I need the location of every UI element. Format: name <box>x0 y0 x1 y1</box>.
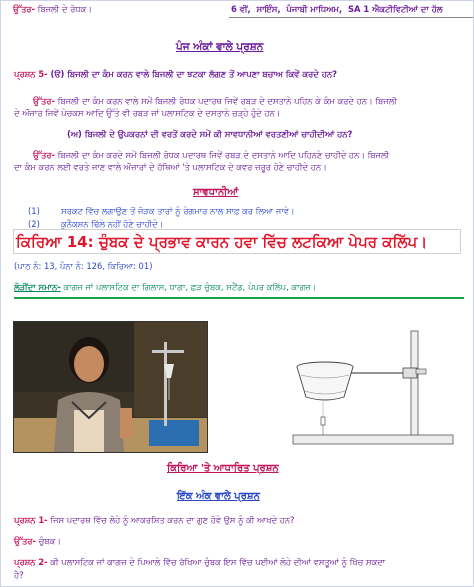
question-5-part-b: (ਅ) ਬਿਜਲੀ ਦੇ ਉਪਕਰਨਾਂ ਦੀ ਵਰਤੋਂ ਕਰਦੇ ਸਮੇਂ ਕੀ ਸਾਵਧਾਨੀਆਂ ਵਰਤਣੀਆਂ ਚਾਹੀਦੀਆਂ ਹਨ? <box>67 129 353 139</box>
precaution-number: (2) <box>28 219 40 229</box>
answer-label: ਉੱਤਰ- <box>33 150 55 160</box>
student-photo <box>13 321 208 453</box>
q5-answer-line2: ਦੇ ਔਜ਼ਾਰ ਜਿਵੇਂ ਪੇਚਕਸ ਆਦਿ ਉੱਤੇ ਵੀ ਰਬੜ ਜਾਂ ਪਲਾਸਟਿਕ ਦੇ ਦਸਤਾਨੇ ਚੜ੍ਹੇ ਹੁੰਦੇ ਹਨ। <box>14 108 281 118</box>
header-medium: ਪੰਜਾਬੀ ਮਾਧਿਅਮ, <box>286 4 343 14</box>
activity-title: ਕਿਰਿਆ 14: ਚੁੰਬਕ ਦੇ ਪ੍ਰਭਾਵ ਕਾਰਨ ਹਵਾ ਵਿੱਚ ਲਟਕਿਆ ਪੇਪਰ ਕਲਿੱਪ। <box>13 229 461 254</box>
activity-questions-heading: ਕਿਰਿਆ 'ਤੇ ਆਧਾਰਿਤ ਪ੍ਰਸ਼ਨ <box>167 463 279 474</box>
question-1 <box>14 515 294 526</box>
header-rule <box>229 17 473 18</box>
q1-answer <box>14 536 61 547</box>
q5b-answer-line1 <box>33 150 389 161</box>
question-2-cont: ਹੈ? <box>14 570 24 580</box>
header-class: 6 ਵੀਂ <box>231 4 248 14</box>
one-mark-heading: ਇੱਕ ਅੰਕ ਵਾਲੇ ਪ੍ਰਸ਼ਨ <box>177 491 260 502</box>
answer-label: ਉੱਤਰ- <box>33 96 55 106</box>
question-text: (ੳ) ਬਿਜਲੀ ਦਾ ਕੰਮ ਕਰਨ ਵਾਲੇ ਬਿਜਲੀ ਦਾ ਝਟਕਾ ਲੱਗਣ ਤੋਂ ਆਪਣਾ ਬਚਾਅ ਕਿਵੇਂ ਕਰਦੇ ਹਨ? <box>47 69 337 79</box>
answer-text: ਚੁੰਬਕ। <box>35 536 61 546</box>
page-header <box>231 4 442 15</box>
q5b-answer-line2: ਦਾ ਕੰਮ ਕਰਨ ਲਈ ਵਰਤੇ ਜਾਣ ਵਾਲੇ ਔਜ਼ਾਰਾਂ ਦੇ ਹੱਥਿਆਂ 'ਤੇ ਪਲਾਸਟਿਕ ਦੇ ਕਵਰ ਜ਼ਰੂਰ ਹੋਣੇ ਚਾਹੀਦੇ ਹਨ। <box>14 162 327 172</box>
materials-text: ਕਾਗਜ਼ ਜਾਂ ਪਲਾਸਟਿਕ ਦਾ ਗਿਲਾਸ, ਧਾਗਾ, ਛੜ ਚੁੰਬਕ, ਸਟੈਂਡ, ਪੇਪਰ ਕਲਿੱਪ, ਕਾਗਜ਼। <box>60 282 317 292</box>
header-sep: , <box>247 4 251 14</box>
precautions-heading: ਸਾਵਧਾਨੀਆਂ <box>193 187 239 198</box>
apparatus-drawing <box>283 325 465 453</box>
answer-text: ਬਿਜਲੀ ਦਾ ਕੰਮ ਕਰਦੇ ਸਮੇਂ ਬਿਜਲੀ ਰੋਧਕ ਪਦਾਰਥ ਜਿਵੇਂ ਰਬੜ ਦੇ ਦਸਤਾਨੇ ਆਦਿ ਪਹਿਨਣੇ ਚਾਹੀਦੇ ਹਨ। ਬਿਜਲੀ <box>54 150 390 160</box>
q5-answer-line1 <box>33 96 397 107</box>
question-label: ਪ੍ਰਸ਼ਨ 1- <box>14 515 48 525</box>
student-photo-illustration <box>14 322 207 452</box>
previous-answer <box>13 4 92 15</box>
header-subject: ਸਾਇੰਸ, <box>256 4 281 14</box>
materials-line <box>14 282 316 293</box>
answer-text: ਬਿਜਲੀ ਦੇ ਰੋਧਕ। <box>34 4 92 14</box>
answer-text: ਬਿਜਲੀ ਦਾ ਕੰਮ ਕਰਨ ਵਾਲੇ ਸਮੇਂ ਬਿਜਲੀ ਰੋਧਕ ਪਦਾਰਥ ਜਿਵੇਂ ਰਬੜ ਦੇ ਦਸਤਾਨੇ ਪਹਿਨ ਕੇ ਕੰਮ ਕਰਦੇ ਹਨ। ਬਿਜਲੀ <box>54 96 397 106</box>
question-label: ਪ੍ਰਸ਼ਨ 5- <box>14 69 48 79</box>
section-heading-five-marks: ਪੰਜ ਅੰਕਾਂ ਵਾਲੇ ਪ੍ਰਸ਼ਨ <box>176 41 264 53</box>
precaution-text: ਸਰਕਟ ਵਿੱਚ ਲਗਾਉਣ ਤੋਂ ਜੋੜਕ ਤਾਰਾਂ ਨੂੰ ਰੇਗਮਾਰ ਨਾਲ ਸਾਫ਼ ਕਰ ਲਿਆ ਜਾਵੇ। <box>61 206 295 216</box>
precaution-text: ਕੁਨੈਕਸ਼ਨ ਢਿੱਲੇ ਨਹੀਂ ਹੋਣੇ ਚਾਹੀਦੇ। <box>61 219 164 229</box>
question-text: ਜਿਸ ਪਦਾਰਥ ਵਿੱਚ ਲੋਹੇ ਨੂੰ ਆਕਰਸ਼ਿਤ ਕਰਨ ਦਾ ਗੁਣ ਹੋਵੇ ਉਸ ਨੂੰ ਕੀ ਆਖਦੇ ਹਨ? <box>47 515 295 525</box>
question-text: ਕੀ ਪਲਾਸਟਿਕ ਜਾਂ ਕਾਗਜ਼ ਦੇ ਪਿਆਲੇ ਵਿੱਚ ਰੱਖਿਆ ਚੁੰਬਕ ਇਸ ਵਿੱਚ ਪਈਆਂ ਲੋਹੇ ਦੀਆਂ ਵਸਤੂਆਂ ਨੂੰ ਖਿੱਚ ਸਕਦਾ <box>47 557 386 567</box>
precaution-number: (1) <box>28 206 40 216</box>
question-5 <box>14 69 337 80</box>
header-doc: SA 1 ਐਕਟੀਵਿਟੀਆਂ ਦਾ ਹੱਲ <box>347 4 443 14</box>
materials-label: ਲੋੜੀਂਦਾ ਸਮਾਨ- <box>14 282 61 292</box>
question-2 <box>14 557 385 568</box>
green-divider <box>14 297 464 299</box>
answer-label: ਉੱਤਰ- <box>13 4 35 14</box>
activity-reference: (ਪਾਠ ਨੰ: 13, ਪੰਨਾ ਨੰ: 126, ਕਿਰਿਆ: 01) <box>14 261 153 271</box>
question-label: ਪ੍ਰਸ਼ਨ 2- <box>14 557 48 567</box>
answer-label: ਉੱਤਰ- <box>14 536 36 546</box>
magnet-apparatus-diagram <box>283 325 465 453</box>
precaution-item <box>28 206 295 217</box>
